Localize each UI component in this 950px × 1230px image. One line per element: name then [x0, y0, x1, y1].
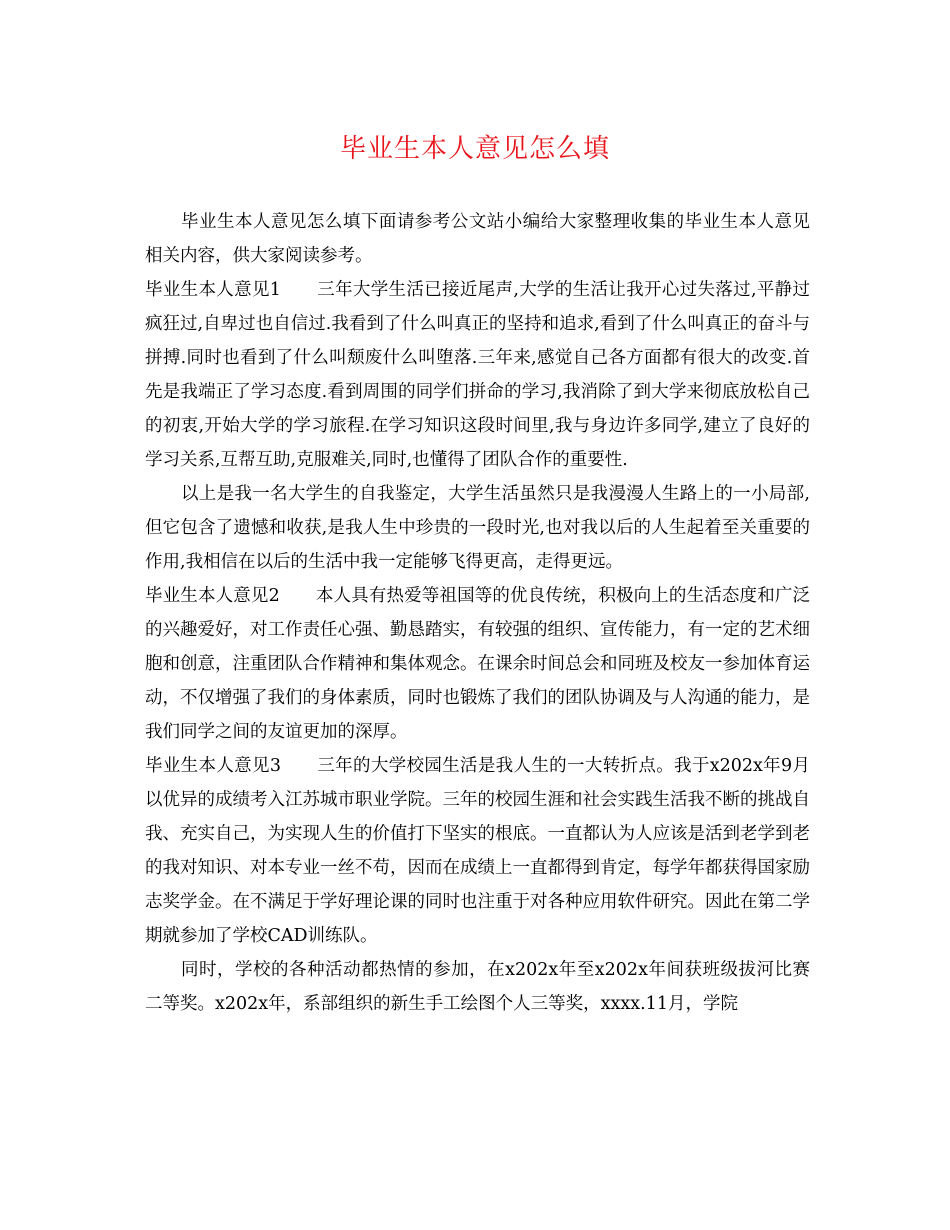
section-2 [145, 579, 810, 749]
section-2-text: 本人具有热爱等祖国等的优良传统，积极向上的生活态度和广泛的兴趣爱好，对工作责任心强、勤恳踏实，有较强的组织、宣传能力，有一定的艺术细胞和创意，注重团队合作精神和集体观念。在课余时间总会和同班及校友一参加体育运动，不仅增强了我们的身体素质，同时也锻炼了我们的团队协调及与人沟通的能力，是我们同学之间的友谊更加的深厚。 [145, 586, 811, 742]
section-2-heading: 毕业生本人意见2 [145, 586, 280, 606]
intro-paragraph: 毕业生本人意见怎么填下面请参考公文站小编给大家整理收集的毕业生本人意见相关内容，供大家阅读参考。 [145, 212, 810, 266]
section-3 [145, 749, 810, 953]
activities-paragraph: 同时，学校的各种活动都热情的参加，在x202x年至x202x年间获班级拔河比赛二等奖。x202x年，系部组织的新生手工绘图个人三等奖，xxxx.11月，学院 [145, 960, 810, 1014]
section-3-text: 三年的大学校园生活是我人生的一大转折点。我于x202x年9月以优异的成绩考入江苏城市职业学院。三年的校园生涯和社会实践生活我不断的挑战自我、充实自己，为实现人生的价值打下坚实的根底。一直都认为人应该是活到老学到老的我对知识、对本专业一丝不苟，因而在成绩上一直都得到肯定，每学年都获得国家励志奖学金。在不满足于学好理论课的同时也注重于对各种应用软件研究。因此在第二学期就参加了学校CAD训练队。 [145, 756, 810, 946]
section-3-heading: 毕业生本人意见3 [145, 756, 281, 776]
document-body [145, 205, 810, 1021]
section-1-text: 三年大学生活已接近尾声,大学的生活让我开心过失落过,平静过疯狂过,自卑过也自信过.我看到了什么叫真正的坚持和追求,看到了什么叫真正的奋斗与拼搏.同时也看到了什么叫颓废什么叫堕落.三年来,感觉自己各方面都有很大的改变.首先是我端正了学习态度.看到周围的同学们拼命的学习,我消除了到大学来彻底放松自己的初衷,开始大学的学习旅程.在学习知识这段时间里,我与身边许多同学,建立了良好的学习关系,互帮互助,克服难关,同时,也懂得了团队合作的重要性. [145, 280, 810, 470]
section-1-heading: 毕业生本人意见1 [145, 280, 281, 300]
document-title: 毕业生本人意见怎么填 [339, 134, 610, 164]
section-1 [145, 273, 810, 477]
summary-paragraph: 以上是我一名大学生的自我鉴定，大学生活虽然只是我漫漫人生路上的一小局部,但它包含了遗憾和收获,是我人生中珍贵的一段时光,也对我以后的人生起着至关重要的作用,我相信在以后的生活中我一定能够飞得更高，走得更远。 [145, 484, 810, 572]
